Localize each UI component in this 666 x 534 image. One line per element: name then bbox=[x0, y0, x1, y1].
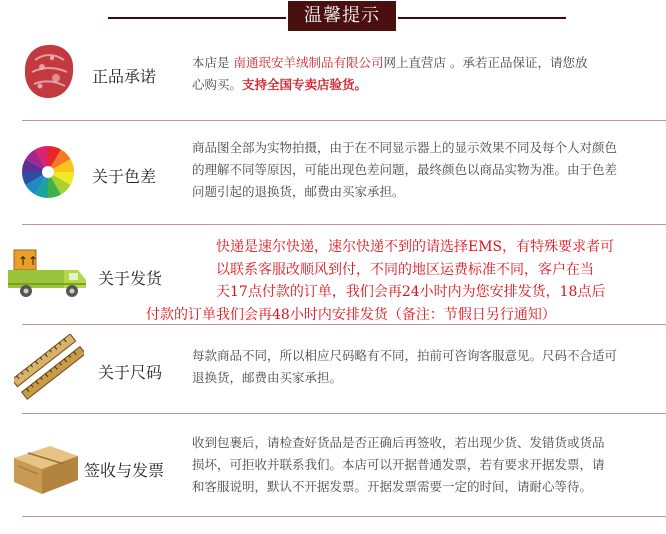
authenticity-line-1: 本店是 南通珉安羊绒制品有限公司网上直营店 。承若正品保证，请您放 bbox=[192, 55, 588, 70]
shipping-line-3: 天17点付款的订单，我们会再24小时内为您安排发货，18点后 bbox=[146, 284, 606, 300]
color-line-3: 问题引起的退换货，邮费由买家承担。 bbox=[192, 184, 405, 199]
section-label-shipping: 关于发货 bbox=[98, 269, 163, 288]
authenticity-line-2: 心购买。支持全国专卖店验货。 bbox=[192, 77, 368, 92]
page-title: 温馨提示 bbox=[288, 1, 396, 31]
section-body-authenticity bbox=[192, 52, 587, 96]
shipping-line-1: 快递是速尔快递，速尔快递不到的请选择EMS，有特殊要求者可 bbox=[146, 239, 615, 255]
invoice-line-2: 损坏，可拒收并联系我们。本店可以开据普通发票，若有要求开据发票，请 bbox=[192, 457, 605, 472]
package-box-icon bbox=[10, 436, 82, 498]
section-divider bbox=[22, 120, 666, 121]
company-name: 南通珉安羊绒制品有限公司 bbox=[233, 55, 384, 70]
section-body-shipping bbox=[146, 236, 614, 326]
section-divider bbox=[22, 324, 666, 325]
section-label-receipt-invoice: 签收与发票 bbox=[84, 461, 165, 480]
section-divider bbox=[22, 224, 666, 225]
shipping-line-2: 以联系客服改顺风到付，不同的地区运费标准不同，客户在当 bbox=[146, 261, 594, 278]
section-label-color-difference: 关于色差 bbox=[92, 167, 157, 186]
measuring-tape-icon bbox=[14, 334, 84, 400]
color-wheel-icon bbox=[20, 144, 76, 200]
svg-text:↑↑: ↑↑ bbox=[18, 254, 39, 268]
shipping-line-4: 付款的订单我们会再48小时内安排发货（备注：节假日另行通知） bbox=[146, 306, 556, 323]
delivery-truck-icon bbox=[6, 240, 90, 302]
red-seal-stamp-icon bbox=[22, 42, 76, 100]
invoice-line-3: 和客服说明，默认不开据发票。开据发票需要一定的时间，请耐心等待。 bbox=[192, 479, 593, 494]
section-label-size: 关于尺码 bbox=[98, 363, 163, 382]
color-line-1: 商品图全部为实物拍摄，由于在不同显示器上的显示效果不同及每个人对颜色 bbox=[192, 140, 618, 155]
section-body-receipt-invoice bbox=[192, 432, 605, 498]
section-divider bbox=[22, 413, 666, 414]
section-divider bbox=[22, 516, 666, 517]
header-rule-left bbox=[108, 17, 286, 19]
header-rule-right bbox=[398, 17, 566, 19]
section-label-authenticity: 正品承诺 bbox=[92, 67, 157, 86]
size-line-2: 退换货，邮费由买家承担。 bbox=[192, 370, 343, 385]
section-body-color-difference bbox=[192, 137, 617, 203]
invoice-line-1: 收到包裹后，请检查好货品是否正确后再签收，若出现少货、发错货或货品 bbox=[192, 435, 605, 450]
section-body-size bbox=[192, 345, 617, 389]
store-verification-note: 支持全国专卖店验货。 bbox=[242, 77, 368, 92]
color-line-2: 的理解不同等原因，可能出现色差问题，最终颜色以商品实物为准。由于色差 bbox=[192, 162, 618, 177]
size-line-1: 每款商品不同，所以相应尺码略有不同，拍前可咨询客服意见。尺码不合适可 bbox=[192, 348, 618, 363]
